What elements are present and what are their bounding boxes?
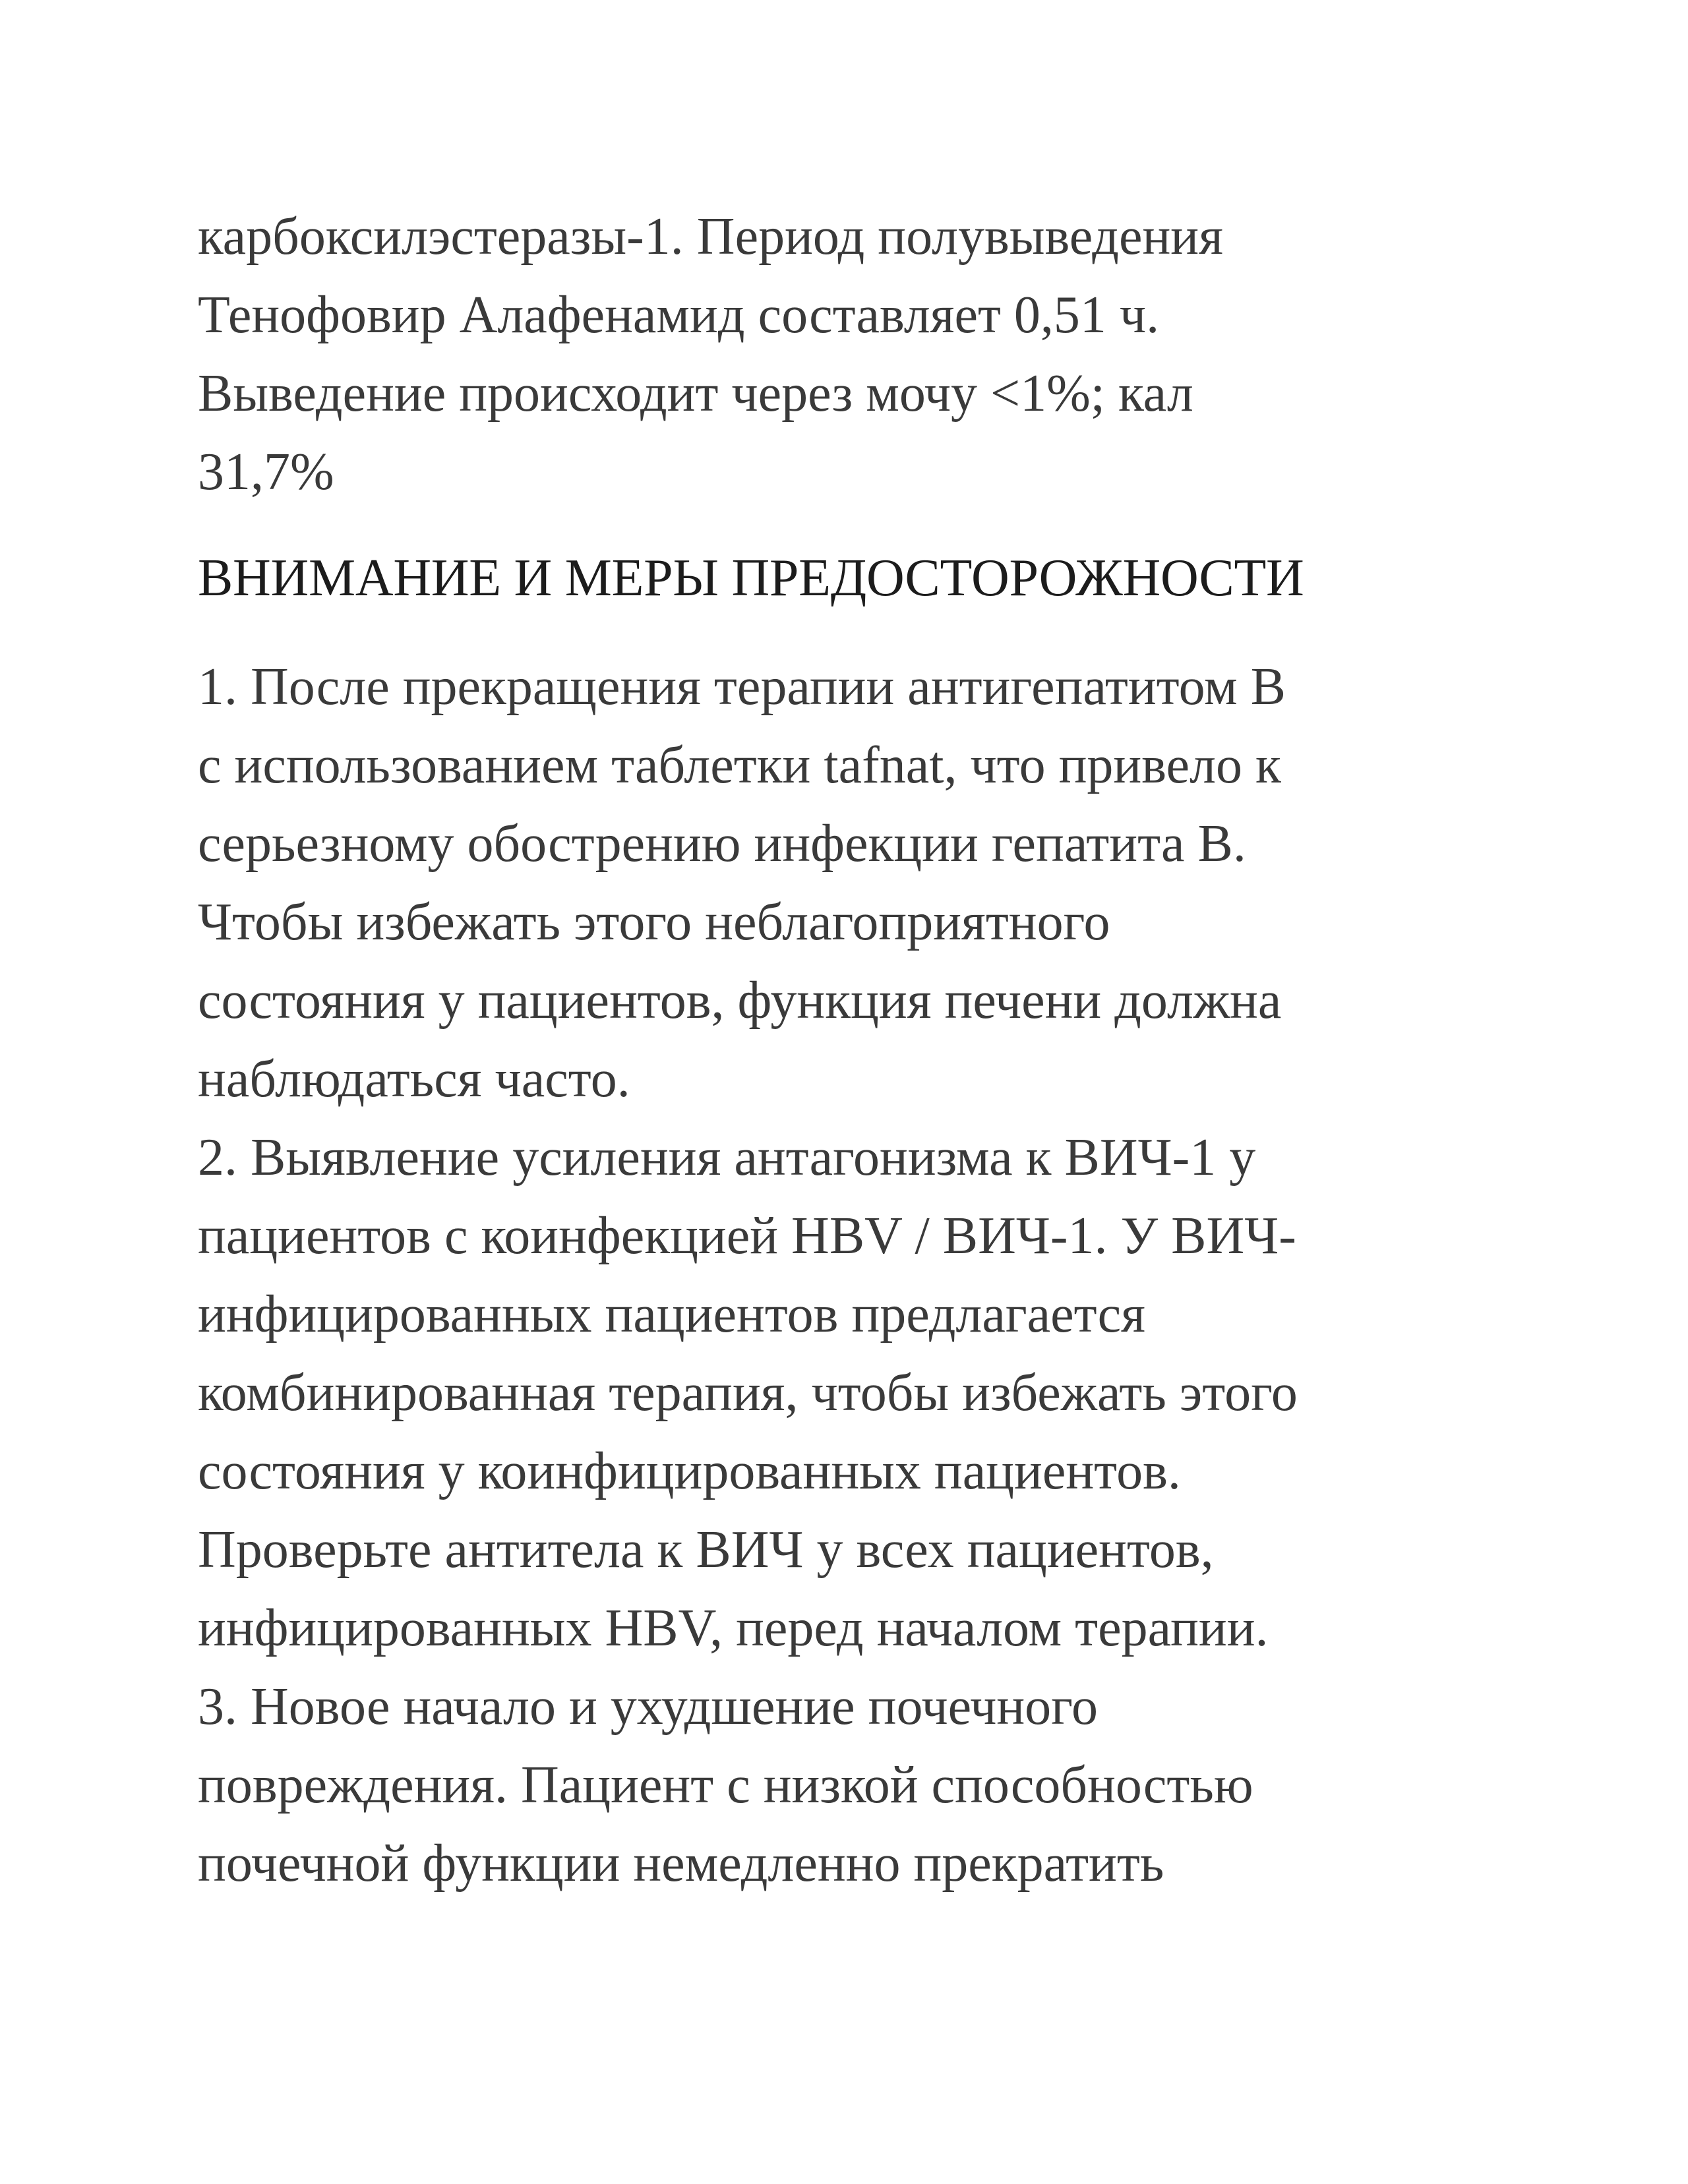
document-page bbox=[198, 198, 1517, 1903]
intro-paragraph: карбоксилэстеразы-1. Период полувыведения Тенофовир Алафенамид составляет 0,51 ч. Выведение происходит через мочу <1%; кал 31,7% bbox=[198, 208, 1223, 501]
precaution-item-3: 3. Новое начало и ухудшение почечного повреждения. Пациент с низкой способностью почечной функции немедленно прекратить bbox=[198, 1678, 1253, 1893]
section-heading: ВНИМАНИЕ И МЕРЫ ПРЕДОСТОРОЖНОСТИ bbox=[198, 549, 1304, 607]
precaution-item-2: 2. Выявление усиления антагонизма к ВИЧ-1 у пациентов с коинфекцией HBV / ВИЧ-1. У ВИЧ- инфицированных пациентов предлагается комбинированная терапия, чтобы избежать этого состояния у коинфицированных пациентов. Проверьте антитела к ВИЧ у всех пациентов, инфицированных HBV, перед началом терапии. bbox=[198, 1129, 1298, 1657]
precaution-item-1: 1. После прекращения терапии антигепатитом В с использованием таблетки tafnat, что привело к серьезному обострению инфекции гепатита В. Чтобы избежать этого неблагоприятного состояния у пациентов, функция печени должна наблюдаться часто. bbox=[198, 658, 1286, 1108]
precautions-list bbox=[198, 648, 1517, 1903]
